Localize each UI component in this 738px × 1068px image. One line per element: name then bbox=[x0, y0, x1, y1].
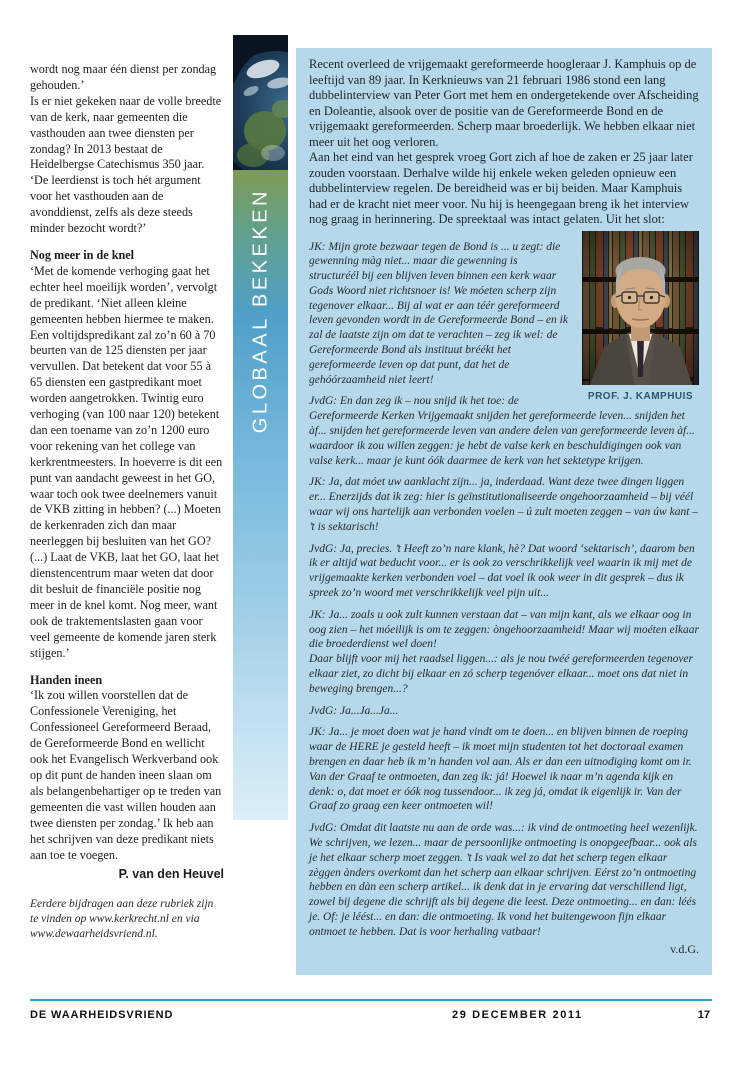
kamphuis-photo-figure bbox=[582, 231, 699, 402]
section-body: ‘Met de komende verhoging gaat het echter heel moeilijk worden’, vervolgt de predikant. ‘Niet alleen kleine gemeenten hebben hiermee te maken. Een voltijdspredikant zal zo’n 60 à 70 beurten van de 125 diensten per jaar vervullen. Dat betekent dat voor 55 à 65 diensten een gastpredikant moet worden aangetrokken. Twintig euro verhoging (van 100 naar 120) betekent dan een toename van zo’n 1200 euro voor rekening van het college van kerkrentmeesters. In hoeverre is dit een punt van aandacht geweest in het GO, waar toch ook twee deelnemers vanuit de VKB zitting in hebben? (...) Moeten de kerkenraden zich dan maar neerleggen bij besluiten van het GO? (...) Laat de VKB, laat het GO, laat het dienstencentrum maar weten dat door dit besluit de financiële positie nog meer in de knel komt. Nog meer, want ook de traktementslasten gaan voor veel gemeente de komende jaren sterk stijgen.’ bbox=[30, 263, 223, 660]
issue-date: 29 DECEMBER 2011 bbox=[452, 1009, 583, 1021]
interview-paragraph: JK: Ja... je moet doen wat je hand vindt om te doen... en blijven binnen de roeping waar de HERE je gesteld heeft – ik moet mijn studenten tot het doctoraal examen brengen en daar heb ik m’n handen vol aan. Als er dan een uitnodiging komt om ir. Van der Graaf te ontmoeten, dan zeg ik: já! Hoewel ik naar m’n agenda kijk en denk: o, dat moet er óók nog tussendoor... ik zeg já, omdat ik eigenlijk ir. Van der Graaf zo graag een keer ontmoeten wil! bbox=[309, 726, 692, 813]
journal-title: DE WAARHEIDSVRIEND bbox=[30, 1009, 174, 1021]
interview-paragraph: JvdG: Omdat dit laatste nu aan de orde was...: ik vind de ontmoeting heel wezenlijk. We schrijven, we lezen... maar de persoonlijke ontmoeting is onopgeefbaar... ook als je het elkaar scherp moet zeggen. ’t Is vaak wel zo dat het scherp tegen elkaar zèggen ànders overkomt dan het scherp aan elkaar schrijven. Eérst zo’n ontmoeting hebben en dàn een scherp artikel... ik denk dat in je ervaring dat verschillend ligt, zowel bij degene die schrijft als bij degene die leest. Deze ontmoeting... en dan: léés je. Of: je léést... en dan: die ontmoeting. Ik vond het buitengewoon fijn elkaar ontmoet te hebben. Dat is voor herhaling vatbaar! bbox=[309, 822, 698, 938]
interview-paragraph: JvdG: Ja, precies. ’t Heeft zo’n nare klank, hè? Dat woord ‘sektarisch’, daarom ben ik er altijd wat beducht voor... er is ook zo verschrikkelijk veel waarin ik mij met de vrijgemaakte kerken verbonden voel – dat voel ik ook weer in dit gesprek – dus ik spreek zo’n woord met verschrikkelijk veel pijn uit... bbox=[309, 542, 695, 600]
kamphuis-portrait bbox=[582, 231, 699, 385]
rubric-note: Eerdere bijdragen aan deze rubriek zijn te vinden op www.kerkrecht.nl en via www.dewaarheidsvriend.nl. bbox=[30, 898, 214, 941]
left-column bbox=[30, 62, 224, 992]
earth-globe-image bbox=[233, 35, 288, 170]
interview-signoff: v.d.G. bbox=[670, 941, 699, 956]
rubric-banner bbox=[233, 35, 288, 820]
section-heading-handen-ineen: Handen ineen bbox=[30, 672, 103, 687]
page-number: 17 bbox=[697, 1009, 710, 1021]
interview-paragraph: JvdG: Ja...Ja...Ja... bbox=[309, 704, 399, 717]
interview-paragraph: JK: Mijn grote bezwaar tegen de Bond is ... u zegt: die gewenning màg niet... maar die gewenning is structuréél bij een blijven leven binnen een kerk waar Gods Woord niet richtsnoer is! We móeten scherp zijn tegenover elkaar... Bij al wat er aan téér gereformeerd leven gevonden wordt in de Gereformeerde Bond – en ik zal de laatste zijn om dat te verachten – zeg ik wel: de Gereformeerde Bond als instituut bréékt het gereformeerde leven op dat punt, dat het de gehóórzaamheid niet leert! bbox=[309, 240, 568, 386]
footer-rule bbox=[30, 999, 712, 1001]
left-paragraph-continuation: wordt nog maar één dienst per zondag gehouden.’ bbox=[30, 62, 217, 92]
page-footer bbox=[0, 1009, 738, 1029]
photo-caption: PROF. J. KAMPHUIS bbox=[587, 390, 694, 402]
earth-photo bbox=[233, 35, 288, 170]
interview-paragraph: JK: Ja, dat móet uw aanklacht zijn... ja, inderdaad. Want deze twee dingen liggen er... Enerzijds dat ìk zeg: hier is geïnstitutionaliseerde ongehoorzaamheid – bij véél waar wij ons hartelijk aan verbonden voelen – ú zult moeten zeggen – van úw kant – ’t is sektarisch! bbox=[309, 476, 699, 533]
section-heading-nog-meer-in-de-knel: Nog meer in de knel bbox=[30, 247, 135, 262]
banner-gradient bbox=[233, 170, 288, 820]
left-paragraph: Is er niet gekeken naar de volle breedte van de kerk, naar gemeenten die vasthouden aan twee diensten per zondag? In 2013 bestaat de Heidelbergse Catechismus 350 jaar. ‘De leerdienst is toch hét argument voor het vasthouden aan de avonddienst, zelfs als deze steeds minder bezocht wordt?’ bbox=[30, 93, 222, 236]
author-signature: P. van den Heuvel bbox=[118, 867, 224, 882]
interview-paragraph: JK: Ja... zoals u ook zult kunnen verstaan dat – van mijn kant, als we elkaar oog in oog zien – het móeilijk is om te zeggen: òngehoorzaamheid! Maar wij moéten elkaar die broederdienst wel doen! bbox=[309, 608, 699, 651]
interview-paragraph: Daar blijft voor mij het raadsel liggen...: als je nou twéé gereformeerden tegenover elkaar ziet, zo dicht bij elkaar en zó scherp tegenóver elkaar... moet ons dat niet in beweging brengen...? bbox=[309, 653, 694, 695]
section-body: ‘Ik zou willen voorstellen dat de Confessionele Vereniging, het Confessioneel Gereformeerd Beraad, de Gereformeerde Bond en wellicht ook het Evangelisch Werkverband ook op dit punt de handen ineen slaan om als belangenbehartiger op te treden van gemeenten die vast willen houden aan twee diensten per zondag.’ Ik heb aan het schrijven van deze predikant niets aan toe te voegen. bbox=[30, 688, 222, 862]
article-intro-paragraph: Recent overleed de vrijgemaakt gereformeerde hoogleraar J. Kamphuis op de leeftijd van 89 jaar. In Kerknieuws van 21 februari 1986 stond een lang dubbelinterview van Peter Gort met hem en ondergetekende over Afscheiding en Doleantie, alsook over de positie van de Gereformeerde Bond en de vrijgemaakt gereformeerden. Scherp maar broederlijk. We hebben elkaar niet meer uit het oog verloren. bbox=[309, 57, 699, 149]
article-panel bbox=[296, 48, 712, 975]
interview-paragraph: JvdG: En dan zeg ik – nou snijd ik het toe: de Gereformeerde Kerken Vrijgemaakt snijden het gereformeerde leven... snijden het àf... snijden het gereformeerde leven van andere delen van gereformeerde leven àf... waardoor ik zou willen zeggen: je hebt de valse kerk en beschuldigingen ook van valse kerk... maar je kunt óók daarmee de kerk van het sektetype krijgen. bbox=[309, 395, 695, 467]
rubric-title: GLOBAAL BEKEKEN bbox=[249, 188, 271, 434]
article-intro-paragraph: Aan het eind van het gesprek vroeg Gort zich af hoe de zaken er 25 jaar later zouden voorstaan. Derhalve wilde hij enkele weken geleden opnieuw een dubbelinterview regelen. De bereidheid was er bij beiden. Maar Kamphuis had er de kracht niet meer voor. Nu hij is heengegaan breng ik het interview nog graag in herinnering. De spreektaal was intact gelaten. Uit het slot: bbox=[309, 150, 693, 226]
